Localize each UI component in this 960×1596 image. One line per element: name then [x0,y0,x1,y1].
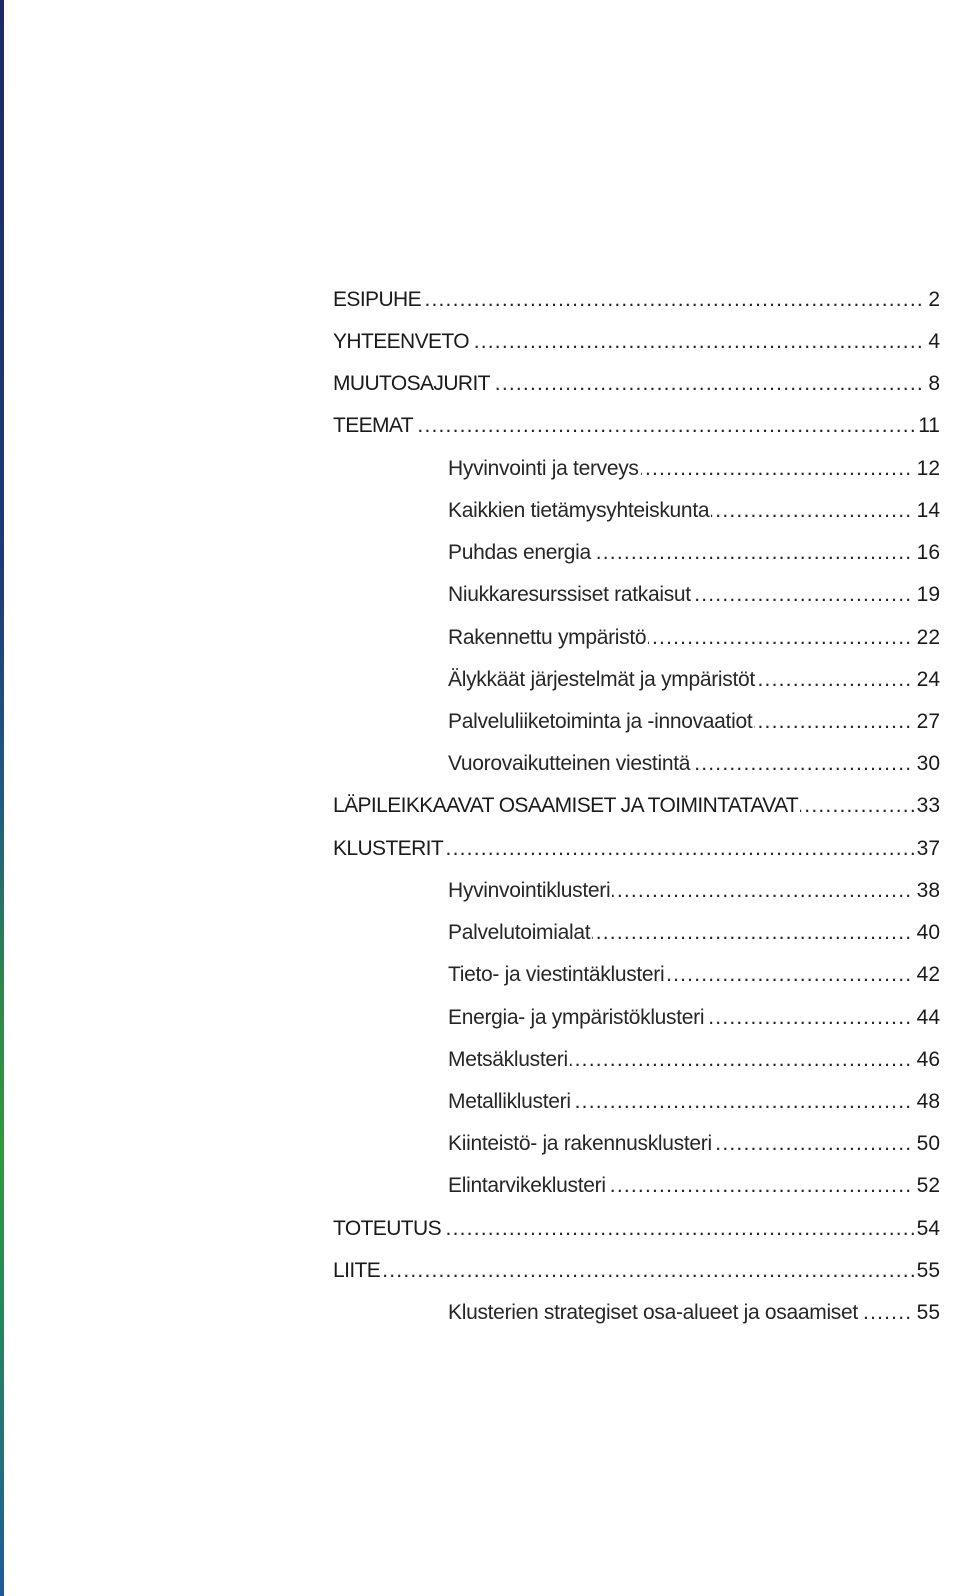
toc-entry[interactable] [0,1042,960,1078]
toc-entry[interactable] [0,915,960,951]
toc-page-number: 48 [914,1084,940,1120]
toc-page-number: 4 [925,324,940,360]
toc-page-number: 55 [914,1295,940,1331]
toc-page-number: 52 [914,1168,940,1204]
toc-leader-dots [333,408,938,444]
toc-entry-title: Hyvinvointi ja terveys [448,451,641,487]
toc-entry[interactable] [0,1295,960,1331]
toc-entry[interactable] [0,620,960,656]
toc-page-number: 14 [914,493,940,529]
toc-entry-title: TEEMAT [333,408,415,444]
toc-entry[interactable] [0,1084,960,1120]
toc-page-number: 22 [914,620,940,656]
toc-page-number: 37 [914,831,940,867]
toc-page-number: 16 [914,535,940,571]
toc-entry[interactable] [0,1126,960,1162]
toc-entry-title: Älykkäät järjestelmät ja ympäristöt [448,662,757,698]
toc-page-number: 2 [925,282,940,318]
toc-entry-title: Vuorovaikutteinen viestintä [448,746,692,782]
toc-entry-title: Kaikkien tietämysyhteiskunta [448,493,711,529]
toc-entry[interactable] [0,873,960,909]
toc-page-number: 8 [925,366,940,402]
toc-entry[interactable] [0,408,960,444]
toc-entry-title: KLUSTERIT [333,831,445,867]
toc-page-number: 44 [914,1000,940,1036]
toc-entry-title: Palvelutoimialat [448,915,592,951]
toc-page-number: 38 [914,873,940,909]
toc-entry[interactable] [0,662,960,698]
toc-page-number: 12 [914,451,940,487]
toc-entry-title: Energia- ja ympäristöklusteri [448,1000,706,1036]
toc-entry[interactable] [0,577,960,613]
toc-page-number: 33 [914,788,940,824]
toc-entry-title: Hyvinvointiklusteri [448,873,612,909]
toc-entry-title: Elintarvikeklusteri [448,1168,608,1204]
toc-entry-title: LÄPILEIKKAAVAT OSAAMISET JA TOIMINTATAVAT [333,788,800,824]
toc-page-number: 54 [914,1211,940,1247]
toc-entry[interactable] [0,831,960,867]
toc-entry-title: Klusterien strategiset osa-alueet ja osaamiset [448,1295,860,1331]
toc-entry[interactable] [0,1253,960,1289]
toc-entry[interactable] [0,746,960,782]
toc-page-number: 11 [915,408,940,444]
toc-entry-title: LIITE [333,1253,382,1289]
toc-leader-dots [333,282,938,318]
toc-entry-title: Tieto- ja viestintäklusteri [448,957,666,993]
toc-entry[interactable] [0,1000,960,1036]
toc-entry-title: Rakennettu ympäristö [448,620,648,656]
toc-entry[interactable] [0,451,960,487]
toc-entry[interactable] [0,704,960,740]
toc-entry-title: TOTEUTUS [333,1211,443,1247]
toc-entry[interactable] [0,366,960,402]
toc-entry[interactable] [0,535,960,571]
toc-entry[interactable] [0,493,960,529]
toc-entry-title: Metsäklusteri [448,1042,570,1078]
toc-entry-title: Metalliklusteri [448,1084,573,1120]
toc-entry-title: Niukkaresurssiset ratkaisut [448,577,693,613]
toc-entry[interactable] [0,1211,960,1247]
toc-page-number: 50 [914,1126,940,1162]
toc-entry[interactable] [0,324,960,360]
toc-entry[interactable] [0,957,960,993]
toc-entry-title: MUUTOSAJURIT [333,366,492,402]
toc-page-number: 30 [914,746,940,782]
toc-entry-title: Puhdas energia [448,535,593,571]
toc-leader-dots [333,1253,938,1289]
toc-entry-title: ESIPUHE [333,282,423,318]
toc-entry-title: YHTEENVETO [333,324,471,360]
toc-entry-title: Kiinteistö- ja rakennusklusteri [448,1126,714,1162]
toc-page-number: 40 [914,915,940,951]
toc-page-number: 27 [914,704,940,740]
toc-entry[interactable] [0,1168,960,1204]
toc-page-number: 42 [914,957,940,993]
toc-page-number: 46 [914,1042,940,1078]
toc-entry[interactable] [0,788,960,824]
toc-page-number: 24 [914,662,940,698]
toc-entry-title: Palveluliiketoiminta ja -innovaatiot [448,704,754,740]
toc-page-number: 55 [914,1253,940,1289]
toc-page-number: 19 [914,577,940,613]
toc-entry[interactable] [0,282,960,318]
